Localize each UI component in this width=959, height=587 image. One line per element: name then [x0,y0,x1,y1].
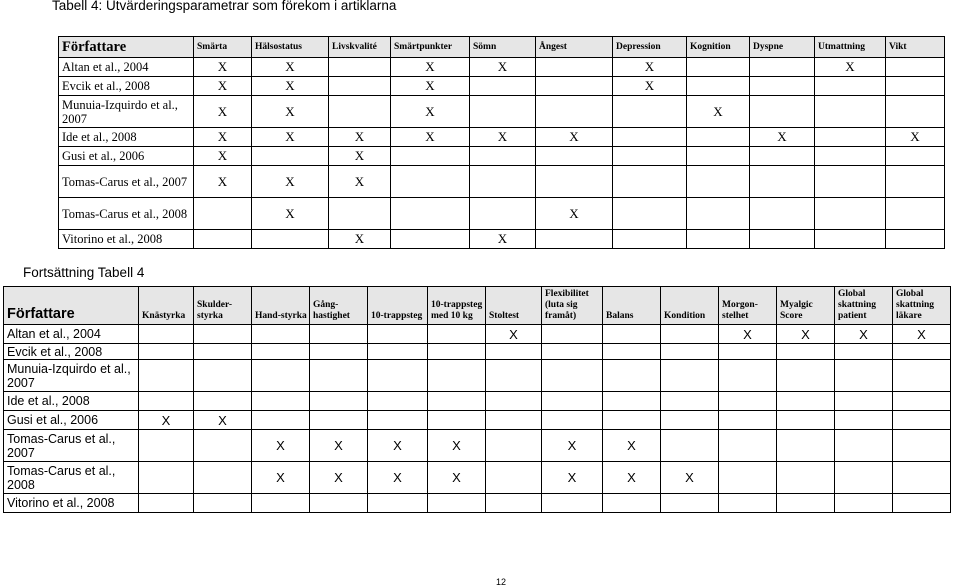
mark-cell: X [391,58,470,77]
table-row [59,96,945,128]
table-row [4,344,951,360]
mark-cell [835,392,893,411]
mark-cell [391,147,470,166]
mark-cell [368,411,428,430]
mark-cell [310,360,368,392]
mark-cell [310,494,368,513]
mark-cell: X [310,462,368,494]
column-header: Depression [613,37,687,58]
author-cell: Gusi et al., 2006 [4,411,139,430]
table-row [59,77,945,96]
mark-cell [139,360,194,392]
mark-cell [750,230,815,249]
mark-cell [893,344,951,360]
mark-cell: X [139,411,194,430]
author-column-header: Författare [59,37,194,58]
mark-cell [470,77,536,96]
mark-cell [428,392,486,411]
mark-cell [603,344,661,360]
mark-cell [470,198,536,230]
table-row [59,58,945,77]
author-cell: Gusi et al., 2006 [59,147,194,166]
mark-cell: X [329,128,391,147]
mark-cell [893,360,951,392]
mark-cell: X [603,430,661,462]
mark-cell [603,411,661,430]
column-header: Global skattning läkare [893,287,951,325]
mark-cell [687,58,750,77]
mark-cell: X [252,96,329,128]
column-header: Stoltest [486,287,542,325]
header-row [4,287,951,325]
column-header: Sömn [470,37,536,58]
mark-cell [542,392,603,411]
mark-cell [542,411,603,430]
mark-cell: X [886,128,945,147]
mark-cell [750,77,815,96]
mark-cell [194,344,252,360]
mark-cell: X [893,325,951,344]
table-row [59,166,945,198]
table-row [59,230,945,249]
mark-cell: X [661,462,719,494]
mark-cell [252,325,310,344]
mark-cell [536,147,613,166]
mark-cell: X [542,462,603,494]
mark-cell [391,198,470,230]
mark-cell [687,147,750,166]
author-cell: Ide et al., 2008 [4,392,139,411]
mark-cell [252,230,329,249]
mark-cell: X [252,462,310,494]
mark-cell [687,128,750,147]
column-header: Balans [603,287,661,325]
author-cell: Ide et al., 2008 [59,128,194,147]
mark-cell: X [470,128,536,147]
mark-cell [613,147,687,166]
mark-cell: X [428,462,486,494]
table-row [4,360,951,392]
mark-cell: X [329,147,391,166]
mark-cell [719,392,777,411]
mark-cell: X [750,128,815,147]
mark-cell [886,58,945,77]
mark-cell [368,344,428,360]
mark-cell [886,77,945,96]
author-cell: Evcik et al., 2008 [4,344,139,360]
mark-cell [815,230,886,249]
mark-cell [815,147,886,166]
table-row [4,392,951,411]
mark-cell [542,325,603,344]
mark-cell [252,494,310,513]
mark-cell [139,430,194,462]
mark-cell: X [252,58,329,77]
mark-cell [486,360,542,392]
mark-cell [194,430,252,462]
mark-cell: X [194,77,252,96]
author-cell: Vitorino et al., 2008 [59,230,194,249]
column-header: Kognition [687,37,750,58]
column-header: Ångest [536,37,613,58]
mark-cell: X [391,77,470,96]
mark-cell [252,344,310,360]
mark-cell [428,325,486,344]
mark-cell [252,147,329,166]
column-header: Skulder-styrka [194,287,252,325]
mark-cell [139,462,194,494]
table-row [59,198,945,230]
column-header: Hand-styrka [252,287,310,325]
mark-cell [750,198,815,230]
mark-cell [719,360,777,392]
mark-cell [613,128,687,147]
mark-cell: X [835,325,893,344]
mark-cell [687,77,750,96]
table-row [4,462,951,494]
page-number: 12 [496,577,507,587]
table-row [59,128,945,147]
mark-cell [310,392,368,411]
mark-cell [486,462,542,494]
mark-cell [470,96,536,128]
mark-cell: X [470,230,536,249]
column-header: 10-trappsteg med 10 kg [428,287,486,325]
mark-cell [893,411,951,430]
evaluation-parameters-continuation-table [3,286,951,513]
mark-cell [777,344,835,360]
mark-cell [139,494,194,513]
mark-cell: X [536,128,613,147]
column-header: Morgon-stelhet [719,287,777,325]
mark-cell [661,430,719,462]
mark-cell [428,494,486,513]
mark-cell [486,344,542,360]
mark-cell: X [194,147,252,166]
mark-cell [815,198,886,230]
mark-cell [329,198,391,230]
mark-cell [368,392,428,411]
mark-cell [719,494,777,513]
mark-cell [886,198,945,230]
mark-cell: X [252,198,329,230]
mark-cell [310,325,368,344]
column-header: Flexibilitet (luta sig framåt) [542,287,603,325]
mark-cell [815,96,886,128]
mark-cell [661,344,719,360]
mark-cell: X [368,430,428,462]
mark-cell [886,147,945,166]
mark-cell [194,462,252,494]
mark-cell [835,430,893,462]
mark-cell [310,411,368,430]
mark-cell [750,166,815,198]
mark-cell [368,360,428,392]
mark-cell [194,325,252,344]
mark-cell: X [194,411,252,430]
mark-cell [886,230,945,249]
mark-cell [252,411,310,430]
mark-cell [536,58,613,77]
mark-cell [719,411,777,430]
mark-cell: X [368,462,428,494]
author-cell: Vitorino et al., 2008 [4,494,139,513]
mark-cell [815,77,886,96]
author-cell: Altan et al., 2004 [4,325,139,344]
mark-cell [368,325,428,344]
mark-cell: X [252,166,329,198]
mark-cell: X [391,128,470,147]
mark-cell: X [815,58,886,77]
mark-cell [329,77,391,96]
author-cell: Tomas-Carus et al., 2008 [59,198,194,230]
mark-cell: X [486,325,542,344]
table-continuation-caption: Fortsättning Tabell 4 [23,265,145,280]
document-title: Tabell 4: Utvärderingsparametrar som förekom i artiklarna [52,0,397,13]
author-cell: Tomas-Carus et al., 2007 [4,430,139,462]
author-cell: Munuia-Izquirdo et al., 2007 [4,360,139,392]
mark-cell [893,430,951,462]
mark-cell [542,494,603,513]
mark-cell [368,494,428,513]
table-row [4,411,951,430]
mark-cell [536,230,613,249]
mark-cell [777,360,835,392]
column-header: 10-trappsteg [368,287,428,325]
mark-cell [486,430,542,462]
mark-cell [777,462,835,494]
column-header: Myalgic Score [777,287,835,325]
mark-cell [428,411,486,430]
mark-cell: X [252,128,329,147]
column-header: Smärta [194,37,252,58]
mark-cell [886,166,945,198]
mark-cell: X [329,230,391,249]
mark-cell: X [542,430,603,462]
mark-cell [536,96,613,128]
mark-cell [613,96,687,128]
mark-cell [252,392,310,411]
author-cell: Altan et al., 2004 [59,58,194,77]
mark-cell [603,325,661,344]
mark-cell [777,411,835,430]
table-row [59,147,945,166]
mark-cell: X [613,77,687,96]
mark-cell [661,411,719,430]
mark-cell: X [194,96,252,128]
mark-cell [750,96,815,128]
mark-cell [603,392,661,411]
mark-cell [750,58,815,77]
mark-cell [886,96,945,128]
mark-cell: X [777,325,835,344]
mark-cell [536,166,613,198]
mark-cell [613,166,687,198]
author-cell: Tomas-Carus et al., 2007 [59,166,194,198]
mark-cell [139,325,194,344]
column-header: Livskvalité [329,37,391,58]
mark-cell [893,494,951,513]
mark-cell: X [194,128,252,147]
mark-cell [194,198,252,230]
mark-cell [719,462,777,494]
mark-cell [687,230,750,249]
mark-cell [542,360,603,392]
mark-cell [687,198,750,230]
mark-cell [661,325,719,344]
mark-cell [835,411,893,430]
mark-cell: X [603,462,661,494]
mark-cell [777,430,835,462]
table-row [4,494,951,513]
mark-cell [252,360,310,392]
column-header: Knästyrka [139,287,194,325]
evaluation-parameters-table [58,36,945,249]
column-header: Smärtpunkter [391,37,470,58]
mark-cell [470,166,536,198]
mark-cell: X [329,166,391,198]
mark-cell [329,96,391,128]
mark-cell [777,392,835,411]
mark-cell [486,392,542,411]
author-cell: Evcik et al., 2008 [59,77,194,96]
mark-cell [687,166,750,198]
mark-cell [329,58,391,77]
mark-cell: X [194,166,252,198]
mark-cell [835,344,893,360]
column-header: Gång-hastighet [310,287,368,325]
mark-cell [815,166,886,198]
mark-cell [893,392,951,411]
mark-cell: X [470,58,536,77]
table-row [4,325,951,344]
mark-cell [603,494,661,513]
mark-cell: X [310,430,368,462]
mark-cell [835,494,893,513]
mark-cell [536,77,613,96]
mark-cell [486,411,542,430]
mark-cell [194,494,252,513]
mark-cell [428,360,486,392]
mark-cell: X [719,325,777,344]
mark-cell [139,392,194,411]
column-header: Dyspne [750,37,815,58]
mark-cell [835,462,893,494]
mark-cell [542,344,603,360]
mark-cell [194,392,252,411]
mark-cell [194,360,252,392]
mark-cell: X [687,96,750,128]
mark-cell [661,392,719,411]
mark-cell [139,344,194,360]
mark-cell [486,494,542,513]
mark-cell: X [252,77,329,96]
mark-cell: X [536,198,613,230]
column-header: Vikt [886,37,945,58]
column-header: Utmattning [815,37,886,58]
mark-cell [470,147,536,166]
mark-cell [613,230,687,249]
mark-cell [719,430,777,462]
mark-cell [777,494,835,513]
mark-cell [613,198,687,230]
mark-cell [428,344,486,360]
mark-cell: X [194,58,252,77]
column-header: Hälsostatus [252,37,329,58]
mark-cell: X [613,58,687,77]
mark-cell [391,230,470,249]
column-header: Global skattning patient [835,287,893,325]
table-row [4,430,951,462]
author-column-header: Författare [4,287,139,325]
mark-cell [661,494,719,513]
mark-cell [661,360,719,392]
mark-cell: X [391,96,470,128]
mark-cell [194,230,252,249]
mark-cell: X [428,430,486,462]
author-cell: Munuia-Izquirdo et al., 2007 [59,96,194,128]
mark-cell [750,147,815,166]
mark-cell [815,128,886,147]
mark-cell [893,462,951,494]
column-header: Kondition [661,287,719,325]
mark-cell [719,344,777,360]
mark-cell [391,166,470,198]
mark-cell [310,344,368,360]
mark-cell: X [252,430,310,462]
header-row [59,37,945,58]
mark-cell [603,360,661,392]
author-cell: Tomas-Carus et al., 2008 [4,462,139,494]
mark-cell [835,360,893,392]
